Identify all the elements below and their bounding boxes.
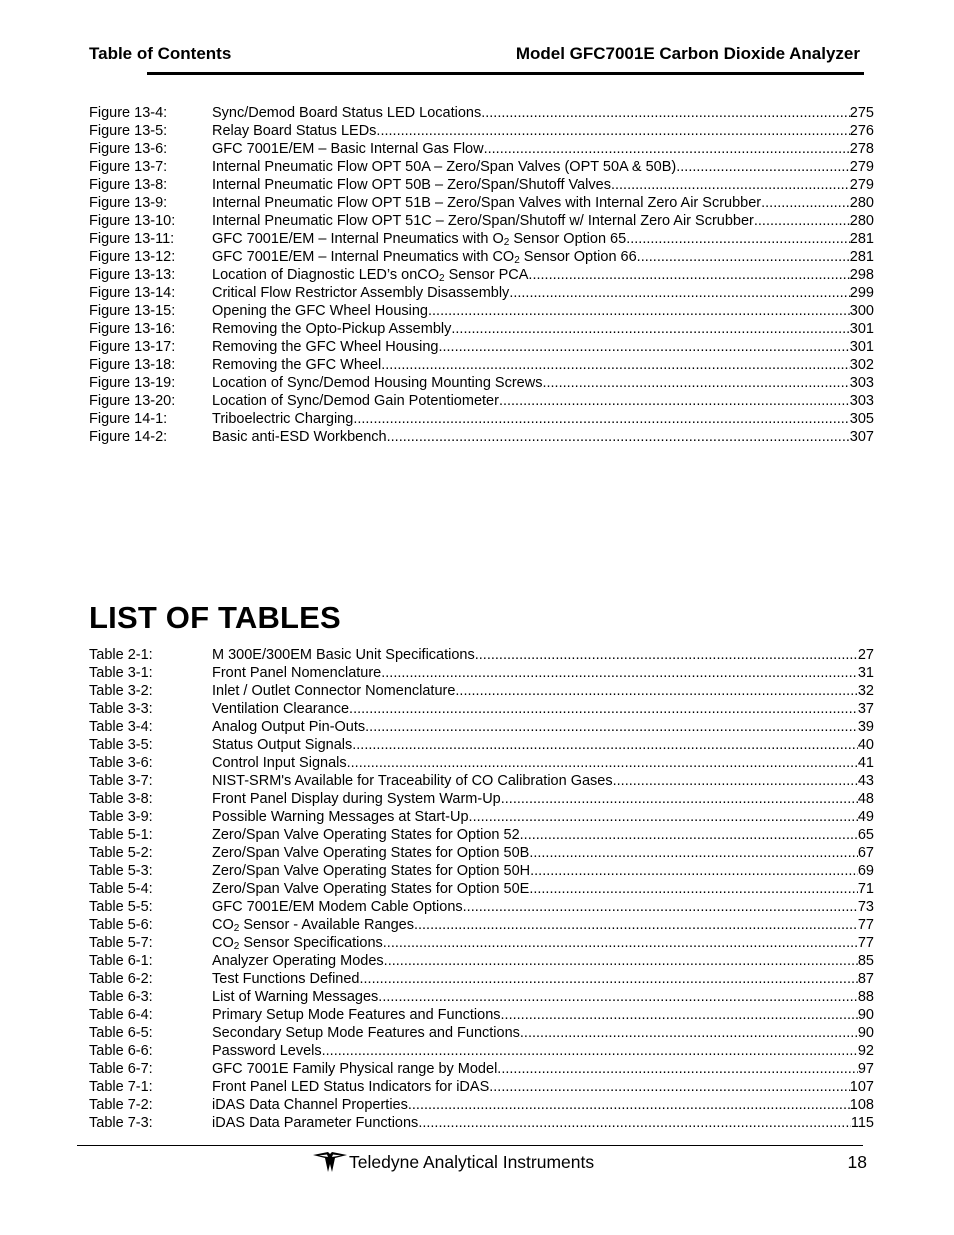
- table-entry[interactable]: [89, 1114, 874, 1132]
- entry-title: [212, 1060, 858, 1078]
- entry-title-text: Removing the GFC Wheel: [212, 357, 382, 373]
- entry-title: [212, 356, 850, 374]
- entry-title-subscript: 2: [233, 941, 240, 952]
- entry-title: [212, 1006, 858, 1024]
- entry-page-number: 90: [857, 1007, 874, 1023]
- entry-title: [212, 122, 850, 140]
- entry-label: Figure 13-8:: [89, 177, 168, 193]
- entry-title-text: CO: [212, 935, 234, 951]
- teledyne-logo-icon: [313, 1152, 347, 1172]
- figure-entry[interactable]: [89, 320, 874, 338]
- entry-label: Figure 13-14:: [89, 285, 176, 301]
- entry-title: [212, 826, 858, 844]
- entry-page-number: 97: [857, 1061, 874, 1077]
- dot-leader: [489, 1078, 850, 1096]
- entry-title: [212, 844, 858, 862]
- entry-label: Table 5-7:: [89, 935, 153, 951]
- figure-entry[interactable]: [89, 176, 874, 194]
- entry-title-text: Control Input Signals: [212, 755, 347, 771]
- entry-label: Figure 13-20:: [89, 393, 176, 409]
- entry-page-number: 77: [857, 917, 874, 933]
- figure-entry[interactable]: [89, 338, 874, 356]
- entry-title-text: NIST-SRM's Available for Traceability of CO Calibration Gases: [212, 773, 613, 789]
- table-entry[interactable]: [89, 1096, 874, 1114]
- entry-title: [212, 916, 858, 934]
- entry-page-number: 65: [857, 827, 874, 843]
- entry-title-text: Removing the GFC Wheel Housing: [212, 339, 439, 355]
- dot-leader: [542, 374, 849, 392]
- entry-title: [212, 158, 850, 176]
- entry-title: [212, 718, 858, 736]
- entry-page-number: 280: [849, 195, 874, 211]
- entry-page-number: 90: [857, 1025, 874, 1041]
- entry-title-text: M 300E/300EM Basic Unit Specifications: [212, 647, 475, 663]
- dot-leader: [376, 122, 849, 140]
- entry-title: [212, 754, 858, 772]
- entry-title-text: Location of Sync/Demod Housing Mounting Screws: [212, 375, 543, 391]
- entry-label: Figure 13-18:: [89, 357, 176, 373]
- dot-leader: [365, 718, 858, 736]
- entry-label: Table 6-4:: [89, 1007, 153, 1023]
- table-entry[interactable]: [89, 1060, 874, 1078]
- entry-title-text: Possible Warning Messages at Start-Up: [212, 809, 469, 825]
- entry-title: [212, 302, 850, 320]
- entry-title: [212, 952, 858, 970]
- entry-title: [212, 284, 850, 302]
- entry-title-text: Status Output Signals: [212, 737, 353, 753]
- entry-title-text: List of Warning Messages: [212, 989, 379, 1005]
- entry-title-subscript: 2: [514, 255, 520, 266]
- entry-title-text: Analyzer Operating Modes: [212, 953, 384, 969]
- dot-leader: [418, 1114, 851, 1132]
- entry-title-text: Relay Board Status LEDs: [212, 123, 377, 139]
- dot-leader: [353, 410, 849, 428]
- dot-leader: [322, 1042, 858, 1060]
- entry-label: Table 2-1:: [89, 647, 153, 663]
- entry-label: Table 3-6:: [89, 755, 153, 771]
- figure-entry[interactable]: [89, 284, 874, 302]
- entry-title-text: Opening the GFC Wheel Housing: [212, 303, 428, 319]
- dot-leader: [637, 248, 850, 266]
- entry-title-text: Analog Output Pin-Outs: [212, 719, 366, 735]
- dot-leader: [414, 916, 858, 934]
- figure-entry[interactable]: [89, 428, 874, 446]
- entry-label: Table 3-3:: [89, 701, 153, 717]
- dot-leader: [611, 176, 850, 194]
- entry-label: Table 6-1:: [89, 953, 153, 969]
- table-entry[interactable]: [89, 916, 874, 934]
- entry-title: [212, 320, 850, 338]
- entry-page-number: 43: [857, 773, 874, 789]
- entry-page-number: 279: [849, 159, 874, 175]
- dot-leader: [438, 338, 849, 356]
- entry-page-number: 276: [849, 123, 874, 139]
- entry-label: Table 6-2:: [89, 971, 153, 987]
- dot-leader: [408, 1096, 850, 1114]
- entry-title-text: GFC 7001E/EM – Internal Pneumatics with CO: [212, 249, 515, 265]
- entry-title: [212, 664, 858, 682]
- entry-label: Table 3-1:: [89, 665, 153, 681]
- table-entry[interactable]: [89, 826, 874, 844]
- entry-title: [212, 176, 850, 194]
- footer-brand: [313, 1150, 594, 1174]
- dot-leader: [529, 880, 858, 898]
- entry-page-number: 279: [849, 177, 874, 193]
- entry-title-text: Front Panel LED Status Indicators for iDAS: [212, 1079, 490, 1095]
- page-number: 18: [847, 1152, 867, 1172]
- entry-page-number: 85: [857, 953, 874, 969]
- dot-leader: [626, 230, 850, 248]
- dot-leader: [754, 212, 850, 230]
- entry-title: [212, 772, 858, 790]
- entry-label: Table 5-3:: [89, 863, 153, 879]
- entry-title-text: Basic anti-ESD Workbench: [212, 429, 387, 445]
- entry-page-number: 67: [857, 845, 874, 861]
- entry-title: [212, 212, 850, 230]
- entry-label: Table 6-6:: [89, 1043, 153, 1059]
- entry-page-number: 31: [857, 665, 874, 681]
- table-entry[interactable]: [89, 808, 874, 826]
- entry-title-text: Location of Diagnostic LED’s onCO: [212, 267, 440, 283]
- header-rule: [147, 72, 864, 75]
- entry-page-number: 305: [849, 411, 874, 427]
- entry-label: Figure 13-16:: [89, 321, 176, 337]
- entry-label: Figure 14-1:: [89, 411, 168, 427]
- table-entry[interactable]: [89, 1078, 874, 1096]
- entry-title-text: GFC 7001E/EM – Internal Pneumatics with O: [212, 231, 504, 247]
- dot-leader: [501, 1006, 858, 1024]
- entry-title-text: Zero/Span Valve Operating States for Option 52: [212, 827, 520, 843]
- entry-title-text: Secondary Setup Mode Features and Functions: [212, 1025, 520, 1041]
- entry-page-number: 115: [850, 1115, 874, 1131]
- running-header-right: Model GFC7001E Carbon Dioxide Analyzer: [515, 44, 860, 63]
- entry-title: [212, 1078, 850, 1096]
- entry-label: Table 5-2:: [89, 845, 153, 861]
- entry-label: Table 5-6:: [89, 917, 153, 933]
- entry-title: [212, 970, 858, 988]
- table-entry[interactable]: [89, 664, 874, 682]
- dot-leader: [469, 808, 858, 826]
- entry-title-text: Ventilation Clearance: [212, 701, 350, 717]
- running-header-left: Table of Contents: [89, 44, 232, 63]
- dot-leader: [497, 1060, 858, 1078]
- table-entry[interactable]: [89, 988, 874, 1006]
- entry-title-text: iDAS Data Channel Properties: [212, 1097, 408, 1113]
- table-entry[interactable]: [89, 880, 874, 898]
- dot-leader: [383, 934, 858, 952]
- entry-title-tail: Sensor Option 65: [509, 231, 627, 247]
- dot-leader: [381, 664, 858, 682]
- dot-leader: [520, 1024, 858, 1042]
- entry-label: Table 6-7:: [89, 1061, 153, 1077]
- entry-title-tail: Sensor PCA: [444, 267, 529, 283]
- entry-title: [212, 880, 858, 898]
- entry-page-number: 303: [849, 393, 874, 409]
- entry-page-number: 303: [849, 375, 874, 391]
- entry-page-number: 107: [849, 1079, 874, 1095]
- dot-leader: [384, 952, 858, 970]
- entry-page-number: 69: [857, 863, 874, 879]
- entry-label: Table 6-5:: [89, 1025, 153, 1041]
- entry-label: Table 3-2:: [89, 683, 153, 699]
- entry-page-number: 48: [857, 791, 874, 807]
- entry-title: [212, 428, 850, 446]
- entry-title-text: Internal Pneumatic Flow OPT 51B – Zero/Span Valves with Internal Zero Air Scrubber: [212, 195, 762, 211]
- entry-page-number: 302: [849, 357, 874, 373]
- figure-entry[interactable]: [89, 248, 874, 266]
- dot-leader: [501, 790, 858, 808]
- section-title: LIST OF TABLES: [89, 600, 341, 635]
- figure-entry[interactable]: [89, 158, 874, 176]
- entry-label: Figure 13-13:: [89, 267, 176, 283]
- table-entry[interactable]: [89, 1006, 874, 1024]
- entry-label: Figure 13-4:: [89, 105, 168, 121]
- entry-title: [212, 790, 858, 808]
- table-entry[interactable]: [89, 934, 874, 952]
- entry-title: [212, 700, 858, 718]
- entry-title-text: Sync/Demod Board Status LED Locations: [212, 105, 482, 121]
- table-entry[interactable]: [89, 790, 874, 808]
- dot-leader: [463, 898, 858, 916]
- dot-leader: [387, 428, 850, 446]
- entry-page-number: 300: [849, 303, 874, 319]
- entry-title-text: Location of Sync/Demod Gain Potentiometer: [212, 393, 499, 409]
- entry-page-number: 37: [857, 701, 874, 717]
- entry-title-text: Inlet / Outlet Connector Nomenclature: [212, 683, 456, 699]
- figure-entry[interactable]: [89, 140, 874, 158]
- figure-entry[interactable]: [89, 410, 874, 428]
- table-entry[interactable]: [89, 736, 874, 754]
- dot-leader: [499, 392, 850, 410]
- dot-leader: [475, 646, 858, 664]
- entry-title: [212, 374, 850, 392]
- entry-title-text: GFC 7001E/EM – Basic Internal Gas Flow: [212, 141, 484, 157]
- entry-page-number: 71: [857, 881, 874, 897]
- table-entry[interactable]: [89, 952, 874, 970]
- entry-page-number: 108: [849, 1097, 874, 1113]
- entry-title-text: CO: [212, 917, 234, 933]
- entry-title: [212, 1096, 850, 1114]
- entry-page-number: 301: [849, 339, 874, 355]
- entry-title: [212, 898, 858, 916]
- entry-title-text: Internal Pneumatic Flow OPT 50B – Zero/Span/Shutoff Valves: [212, 177, 611, 193]
- entry-title-text: Zero/Span Valve Operating States for Option 50H: [212, 863, 531, 879]
- entry-label: Figure 13-12:: [89, 249, 176, 265]
- entry-title: [212, 682, 858, 700]
- entry-title: [212, 988, 858, 1006]
- figure-entry[interactable]: [89, 194, 874, 212]
- entry-title-text: Critical Flow Restrictor Assembly Disassembly: [212, 285, 510, 301]
- entry-label: Table 3-4:: [89, 719, 153, 735]
- entry-title: [212, 230, 850, 248]
- entry-label: Figure 13-9:: [89, 195, 168, 211]
- entry-page-number: 281: [849, 249, 874, 265]
- dot-leader: [528, 266, 849, 284]
- entry-title: [212, 1114, 851, 1132]
- entry-title: [212, 808, 858, 826]
- entry-title-text: GFC 7001E/EM Modem Cable Options: [212, 899, 463, 915]
- entry-page-number: 73: [857, 899, 874, 915]
- entry-label: Table 7-2:: [89, 1097, 153, 1113]
- entry-title-tail: Sensor Specifications: [239, 935, 383, 951]
- entry-label: Figure 13-6:: [89, 141, 168, 157]
- entry-title: [212, 1024, 858, 1042]
- entry-label: Table 5-4:: [89, 881, 153, 897]
- entry-label: Table 3-8:: [89, 791, 153, 807]
- entry-page-number: 275: [849, 105, 874, 121]
- footer-brand-text: Teledyne Analytical Instruments: [349, 1151, 595, 1172]
- entry-page-number: 32: [857, 683, 874, 699]
- dot-leader: [428, 302, 850, 320]
- entry-page-number: 77: [857, 935, 874, 951]
- entry-page-number: 281: [849, 231, 874, 247]
- entry-title: [212, 266, 850, 284]
- entry-title: [212, 934, 858, 952]
- entry-page-number: 307: [849, 429, 874, 445]
- list-of-figures: [89, 104, 874, 446]
- entry-label: Table 6-3:: [89, 989, 153, 1005]
- entry-title-text: Internal Pneumatic Flow OPT 50A – Zero/Span Valves (OPT 50A & 50B): [212, 159, 677, 175]
- table-entry[interactable]: [89, 1042, 874, 1060]
- dot-leader: [347, 754, 858, 772]
- entry-title-text: Zero/Span Valve Operating States for Option 50B: [212, 845, 530, 861]
- entry-label: Figure 13-10:: [89, 213, 176, 229]
- entry-page-number: 298: [849, 267, 874, 283]
- entry-page-number: 92: [857, 1043, 874, 1059]
- entry-title: [212, 862, 858, 880]
- figure-entry[interactable]: [89, 374, 874, 392]
- entry-title-subscript: 2: [503, 237, 510, 248]
- dot-leader: [530, 862, 858, 880]
- figure-entry[interactable]: [89, 266, 874, 284]
- table-entry[interactable]: [89, 1024, 874, 1042]
- entry-title-text: Triboelectric Charging: [212, 411, 354, 427]
- entry-label: Table 3-9:: [89, 809, 153, 825]
- entry-label: Table 5-5:: [89, 899, 153, 915]
- entry-title-tail: Sensor - Available Ranges: [239, 917, 414, 933]
- entry-label: Figure 13-15:: [89, 303, 176, 319]
- figure-entry[interactable]: [89, 122, 874, 140]
- figure-entry[interactable]: [89, 356, 874, 374]
- entry-label: Figure 13-5:: [89, 123, 168, 139]
- entry-page-number: 88: [857, 989, 874, 1005]
- entry-label: Figure 14-2:: [89, 429, 168, 445]
- table-entry[interactable]: [89, 772, 874, 790]
- entry-label: Table 3-7:: [89, 773, 153, 789]
- entry-page-number: 40: [857, 737, 874, 753]
- dot-leader: [676, 158, 850, 176]
- dot-leader: [381, 356, 850, 374]
- entry-page-number: 39: [857, 719, 874, 735]
- entry-title: [212, 248, 850, 266]
- dot-leader: [761, 194, 850, 212]
- entry-page-number: 301: [849, 321, 874, 337]
- entry-title: [212, 392, 850, 410]
- dot-leader: [451, 320, 849, 338]
- table-entry[interactable]: [89, 682, 874, 700]
- table-entry[interactable]: [89, 862, 874, 880]
- figure-entry[interactable]: [89, 392, 874, 410]
- figure-entry[interactable]: [89, 302, 874, 320]
- table-entry[interactable]: [89, 718, 874, 736]
- footer-rule: [77, 1145, 863, 1146]
- entry-title: [212, 338, 850, 356]
- entry-title: [212, 194, 850, 212]
- entry-title: [212, 1042, 858, 1060]
- dot-leader: [613, 772, 858, 790]
- entry-page-number: 49: [857, 809, 874, 825]
- dot-leader: [509, 284, 849, 302]
- entry-label: Figure 13-11:: [89, 231, 175, 247]
- table-entry[interactable]: [89, 970, 874, 988]
- entry-title-text: iDAS Data Parameter Functions: [212, 1115, 419, 1131]
- figure-entry[interactable]: [89, 104, 874, 122]
- entry-title-subscript: 2: [439, 273, 445, 284]
- entry-label: Table 7-1:: [89, 1079, 153, 1095]
- entry-label: Table 3-5:: [89, 737, 153, 753]
- entry-label: Figure 13-7:: [89, 159, 168, 175]
- table-entry[interactable]: [89, 700, 874, 718]
- table-entry[interactable]: [89, 844, 874, 862]
- entry-title-text: Zero/Span Valve Operating States for Option 50E: [212, 881, 530, 897]
- dot-leader: [455, 682, 857, 700]
- figure-entry[interactable]: [89, 212, 874, 230]
- entry-title-text: Password Levels: [212, 1043, 322, 1059]
- dot-leader: [529, 844, 858, 862]
- entry-title: [212, 104, 850, 122]
- entry-title: [212, 736, 858, 754]
- entry-page-number: 41: [857, 755, 874, 771]
- table-entry[interactable]: [89, 898, 874, 916]
- figure-entry[interactable]: [89, 230, 874, 248]
- dot-leader: [352, 736, 858, 754]
- entry-title-text: Front Panel Display during System Warm-Up: [212, 791, 501, 807]
- entry-title: [212, 646, 858, 664]
- table-entry[interactable]: [89, 754, 874, 772]
- entry-label: Table 5-1:: [89, 827, 153, 843]
- entry-label: Figure 13-17:: [89, 339, 176, 355]
- entry-page-number: 280: [849, 213, 874, 229]
- entry-title-text: Front Panel Nomenclature: [212, 665, 382, 681]
- dot-leader: [349, 700, 858, 718]
- entry-title-text: Primary Setup Mode Features and Functions: [212, 1007, 501, 1023]
- dot-leader: [360, 970, 858, 988]
- entry-title-tail: Sensor Option 66: [519, 249, 637, 265]
- table-entry[interactable]: [89, 646, 874, 664]
- entry-title-text: Test Functions Defined: [212, 971, 360, 987]
- entry-title-text: Internal Pneumatic Flow OPT 51C – Zero/Span/Shutoff w/ Internal Zero Air Scrubber: [212, 213, 754, 229]
- entry-title: [212, 140, 850, 158]
- entry-page-number: 87: [857, 971, 874, 987]
- dot-leader: [378, 988, 858, 1006]
- dot-leader: [481, 104, 850, 122]
- entry-page-number: 299: [849, 285, 874, 301]
- dot-leader: [520, 826, 858, 844]
- entry-title: [212, 410, 850, 428]
- entry-title-text: Removing the Opto-Pickup Assembly: [212, 321, 452, 337]
- entry-page-number: 27: [857, 647, 874, 663]
- entry-label: Table 7-3:: [89, 1115, 153, 1131]
- entry-page-number: 278: [849, 141, 874, 157]
- list-of-tables: [89, 646, 874, 1132]
- entry-title-text: GFC 7001E Family Physical range by Model: [212, 1061, 498, 1077]
- dot-leader: [484, 140, 850, 158]
- entry-title-subscript: 2: [233, 923, 240, 934]
- entry-label: Figure 13-19:: [89, 375, 176, 391]
